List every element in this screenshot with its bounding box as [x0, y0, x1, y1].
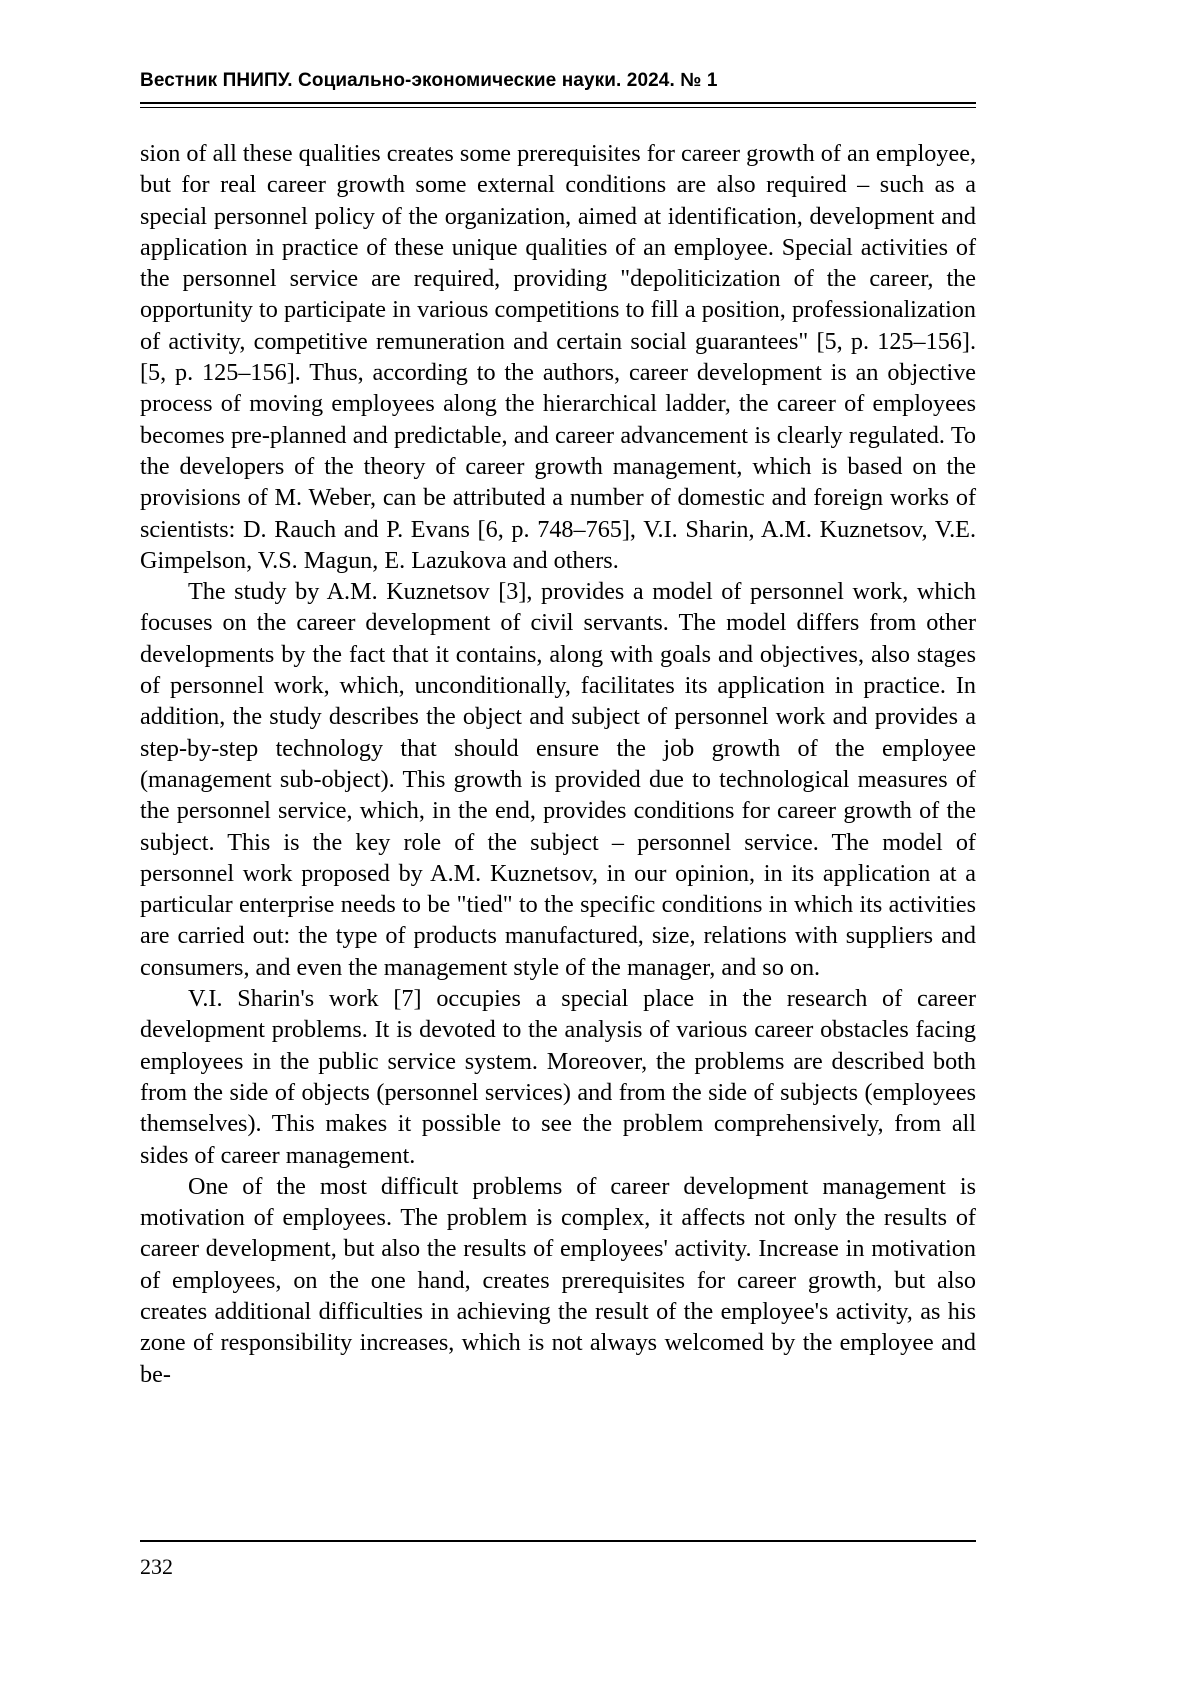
running-head: Вестник ПНИПУ. Социально-экономические науки. 2024. № 1	[140, 70, 718, 91]
footer-divider	[140, 1540, 976, 1542]
page-content	[140, 70, 976, 1390]
page-number: 232	[140, 1554, 173, 1579]
page-footer	[140, 1540, 976, 1580]
paragraph: One of the most difficult problems of career development management is motivation of employees. The problem is complex, it affects not only the results of career development, but also the results of employees' activity. Increase in motivation of employees, on the one hand, creates prerequisites for career growth, but also creates additional difficulties in achieving the result of the employee's activity, as his zone of responsibility increases, which is not always welcomed by the employee and be-	[140, 1172, 976, 1388]
paragraph: V.I. Sharin's work [7] occupies a special place in the research of career development problems. It is devoted to the analysis of various career obstacles facing employees in the public service system. Moreover, the problems are described both from the side of objects (personnel services) and from the side of subjects (employees themselves). This makes it possible to see the problem comprehensively, from all sides of career management.	[140, 985, 976, 1169]
paragraph: The study by A.M. Kuznetsov [3], provides a model of personnel work, which focuses on the career development of civil servants. The model differs from other developments by the fact that it contains, along with goals and objectives, also stages of personnel work, which, unconditionally, facilitates its application in practice. In addition, the study describes the object and subject of personnel work and provides a step-by-step technology that should ensure the job growth of the employee (management sub-object). This growth is provided due to technological measures of the personnel service, which, in the end, provides conditions for career growth of the subject. This is the key role of the subject – personnel service. The model of personnel work proposed by A.M. Kuznetsov, in our opinion, in its application at a particular enterprise needs to be "tied" to the specific conditions in which its activities are carried out: the type of products manufactured, size, relations with suppliers and consumers, and even the management style of the manager, and so on.	[140, 578, 976, 981]
header-divider	[140, 102, 976, 108]
paragraph: sion of all these qualities creates some prerequisites for career growth of an employee, but for real career growth some external conditions are also required – such as a special personnel policy of the organization, aimed at identification, development and application in practice of these unique qualities of an employee. Special activities of the personnel service are required, providing "depoliticization of the career, the opportunity to participate in various competitions to fill a position, professionalization of activity, competitive remuneration and certain social guarantees" [5, p. 125–156]. [5, p. 125–156]. Thus, according to the authors, career development is an objective process of moving employees along the hierarchical ladder, the career of employees becomes pre-planned and predictable, and career advancement is clearly regulated. To the developers of the theory of career growth management, which is based on the provisions of M. Weber, can be attributed a number of domestic and foreign works of scientists: D. Rauch and P. Evans [6, p. 748–765], V.I. Sharin, A.M. Kuznetsov, V.E. Gimpelson, V.S. Magun, E. Lazukova and others.	[140, 140, 976, 574]
body-text	[140, 138, 976, 1390]
